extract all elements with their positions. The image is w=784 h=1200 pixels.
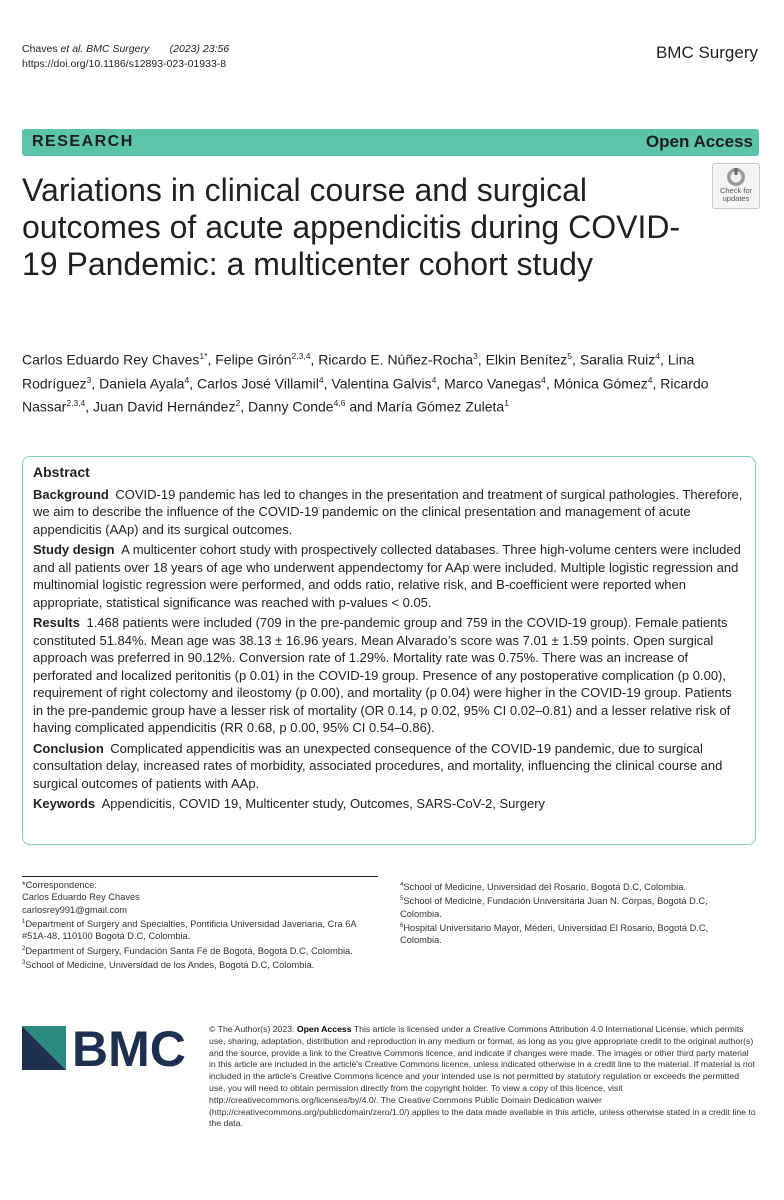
check-updates-icon: [726, 167, 746, 187]
author-name: Carlos José Villamil: [197, 375, 319, 392]
author-name: Valentina Galvis: [331, 375, 432, 392]
abstract-section: [33, 795, 745, 813]
author-affiliation: 4: [647, 374, 653, 385]
abstract-section-label: Conclusion: [33, 740, 104, 756]
author-affiliation: 4,6: [333, 398, 346, 409]
author-name: Saralia Ruiz: [579, 351, 656, 368]
doi-link[interactable]: https://doi.org/10.1186/s12893-023-01933-8: [22, 58, 227, 70]
affiliation: [400, 893, 745, 920]
affiliation: [22, 943, 382, 957]
correspondence-block: [22, 879, 382, 971]
author-affiliation: 2,3,4: [66, 398, 86, 409]
affiliations-left: [22, 916, 382, 971]
cc-zero-link[interactable]: http://creativecommons.org/publicdomain/zero/1.0/: [211, 1106, 407, 1117]
affiliation-number: 3: [22, 959, 26, 966]
check-updates-line2: updates: [722, 194, 750, 203]
abstract-box: [22, 456, 756, 845]
author-affiliation: 1*: [199, 351, 208, 361]
author-name: María Gómez Zuleta: [376, 398, 505, 415]
affiliation-number: 5: [400, 896, 404, 903]
affiliation-text: Department of Surgery and Specialties, Pontificia Universidad Javeriana, Cra 6A #51A-48, 110100 Bogotá D.C, Colombia.: [22, 918, 357, 942]
author-affiliation: 4: [431, 374, 437, 385]
author-separator: ,: [207, 351, 216, 368]
affiliation-number: 6: [400, 923, 404, 930]
author-name: Elkin Benítez: [485, 351, 568, 368]
affiliation-text: Department of Surgery, Fundación Santa Fé de Bogotá, Bogotá D.C, Colombia.: [25, 945, 353, 956]
check-for-updates-button[interactable]: [712, 163, 760, 209]
affiliation-number: 4: [400, 882, 404, 888]
author-affiliation: 4: [541, 374, 546, 385]
affiliation-number: 1: [22, 918, 26, 925]
abstract-section: [33, 614, 745, 737]
author-separator: ,: [310, 351, 319, 368]
author-separator: ,: [572, 351, 580, 368]
correspondence-label: *Correspondence:: [22, 880, 97, 890]
affiliation-text: School of Medicine, Universidad de los Andes, Bogotá D.C, Colombia.: [25, 960, 315, 971]
affiliation: [400, 920, 745, 947]
affiliation: [22, 916, 382, 943]
affiliation: [22, 957, 382, 971]
correspondence-name: Carlos Eduardo Rey Chaves: [22, 892, 140, 903]
author-separator: ,: [660, 351, 668, 368]
affiliation-text: School of Medicine, Universidad del Rosario, Bogotá D.C, Colombia.: [403, 882, 687, 893]
author-affiliation: 3: [473, 351, 478, 361]
abstract-section: [33, 541, 745, 611]
affiliation-text: School of Medicine, Fundación Universitaria Juan N. Corpas, Bogotá D.C, Colombia.: [400, 896, 708, 919]
affiliation-number: 2: [22, 945, 26, 952]
author-separator: ,: [85, 398, 94, 415]
author-separator: ,: [189, 375, 197, 392]
author-name: Daniela Ayala: [99, 375, 185, 392]
author-affiliation: 5: [567, 351, 573, 361]
author-separator: ,: [323, 375, 332, 392]
footnote-divider: [22, 876, 378, 877]
abstract-sections: [33, 486, 745, 813]
journal-name: BMC Surgery: [655, 43, 758, 62]
license-open-access: Open Access: [296, 1024, 352, 1034]
author-name: Danny Conde: [247, 398, 334, 415]
author-name: Lina Rodríguez: [22, 351, 695, 392]
open-access-label: Open Access: [645, 132, 753, 151]
author-name: Marco Vanegas: [444, 375, 542, 392]
affiliation-text: Hospital Universitario Mayor, Méderi, Universidad El Rosario, Bogotá D.C, Colombia.: [400, 923, 709, 946]
author-name: Felipe Girón: [215, 351, 292, 368]
check-updates-line1: Check for: [719, 186, 753, 195]
author-separator: ,: [240, 398, 248, 415]
abstract-section-text: Complicated appendicitis was an unexpected consequence of the COVID-19 pandemic, due to surgical consultation delay, increased rates of morbidity, associated procedures, and mortality, influencing the clinical course and surgical outcomes of patients with AAp.: [33, 740, 723, 791]
abstract-section-label: Study design: [33, 542, 115, 557]
author-affiliation: 3: [86, 374, 92, 385]
abstract-section: [33, 486, 745, 539]
abstract-section-label: Results: [33, 615, 80, 630]
article-type-label: RESEARCH: [32, 133, 134, 150]
author-name: Carlos Eduardo Rey Chaves: [22, 351, 200, 368]
abstract-section-text: A multicenter cohort study with prospectively collected databases. Three high-volume centers were included and all patients over 18 years of age who underwent appendectomy for AAp were included. Multiple logistic regression and multinomial logistic regression were performed, and odds ratio, relative risk, and B-coefficient were reported when appropriate, statistical significance was reached with p-values < 0.05.: [33, 542, 741, 610]
abstract-section: [33, 740, 745, 793]
abstract-section-text: Appendicitis, COVID 19, Multicenter study, Outcomes, SARS-CoV-2, Surgery: [101, 796, 546, 811]
license-text: © The Author(s) 2023. Open Access This article is licensed under a Creative Commons Attribution 4.0 International License, which permits use, sharing, adaptation, distribution and reproduction in any medium or format, as long as you give appropriate credit to the original author(s) and the source, provide a link to the Creative Commons licence, and indicate if changes were made. The images or other third party material in this article are included in the article’s Creative Commons licence, unless indicated otherwise in a credit line to the material. If material is not included in the article’s Creative Commons licence and your intended use is not permitted by statutory regulation or exceeds the permitted use, you will need to obtain permission directly from the copyright holder. To view a copy of this licence, visit http://creativecommons.org/licenses/by/4.0/. The Creative Commons Public Domain Dedication waiver (http://creativecommons.org/publicdomain/zero/1.0/) applies to the data made available in this article, unless otherwise stated in a credit line to the data.: [209, 1024, 756, 1129]
citation-line: Chaves et al. BMC Surgery (2023) 23:56: [22, 43, 230, 55]
abstract-section-text: COVID-19 pandemic has led to changes in the presentation and treatment of surgical pathologies. Therefore, we aim to describe the influence of the COVID-19 pandemic on the clinical presentation and management of acute appendicitis (AAp) and its surgical outcomes.: [33, 486, 743, 537]
author-affiliation: 4: [318, 374, 324, 385]
author-separator: ,: [652, 375, 661, 392]
author-separator: ,: [436, 375, 445, 392]
correspondence-email[interactable]: carlosrey991@gmail.com: [22, 904, 128, 915]
article-type-banner: [22, 129, 759, 156]
author-affiliation: 4: [655, 351, 661, 361]
author-name: Ricardo E. Núñez-Rocha: [318, 351, 474, 368]
cc-by-link[interactable]: http://creativecommons.org/licenses/by/4.0/: [209, 1094, 377, 1105]
author-name: Juan David Hernández: [93, 398, 236, 415]
author-affiliation: 2: [235, 398, 241, 409]
article-title: Variations in clinical course and surgical outcomes of acute appendicitis during COVID-19 Pandemic: a multicenter cohort study: [22, 172, 681, 282]
affiliation: [400, 879, 745, 893]
affiliations-right: [400, 879, 745, 947]
bmc-logo: [22, 1024, 192, 1072]
author-name: Mónica Gómez: [553, 375, 648, 392]
author-separator: and: [345, 398, 377, 415]
author-separator: ,: [477, 351, 486, 368]
abstract-section-label: Background: [33, 486, 109, 502]
author-separator: ,: [91, 375, 100, 392]
author-list: [22, 346, 757, 417]
author-separator: ,: [545, 375, 554, 392]
bmc-logo-text: BMC: [72, 1024, 186, 1072]
abstract-section-label: Keywords: [33, 796, 96, 811]
author-name: Ricardo Nassar: [22, 375, 709, 415]
author-affiliation: 1: [504, 398, 509, 409]
abstract-section-text: 1.468 patients were included (709 in the pre-pandemic group and 759 in the COVID-19 group). Female patients constituted 51.84%. Mean age was 38.13 ± 16.96 years. Mean Alvarado’s score was 7.01 ± 1.59 points. Open surgical approach was preferred in 90.12%. Conversion rate of 1.29%. Mortality rate was 0.75%. There was an increase of perforated and localized peritonitis (p 0.01) in the COVID-19 group. Presence of any postoperative complication (p 0.00), requirement of right colectomy and ileostomy (p 0.00), and mortality (p 0.04) were higher in the COVID-19 group. Patients in the pre-pandemic group have a lesser risk of mortality (OR 0.14, p 0.02, 95% CI 0.02–0.81) and a lesser relative risk of having complicated appendicitis (RR 0.68, p 0.00, 95% CI 0.54–0.86).: [33, 615, 732, 735]
citation-header: [22, 42, 229, 72]
author-affiliation: 2,3,4: [291, 351, 311, 361]
abstract-heading: Abstract: [33, 464, 90, 480]
author-affiliation: 4: [184, 374, 190, 385]
